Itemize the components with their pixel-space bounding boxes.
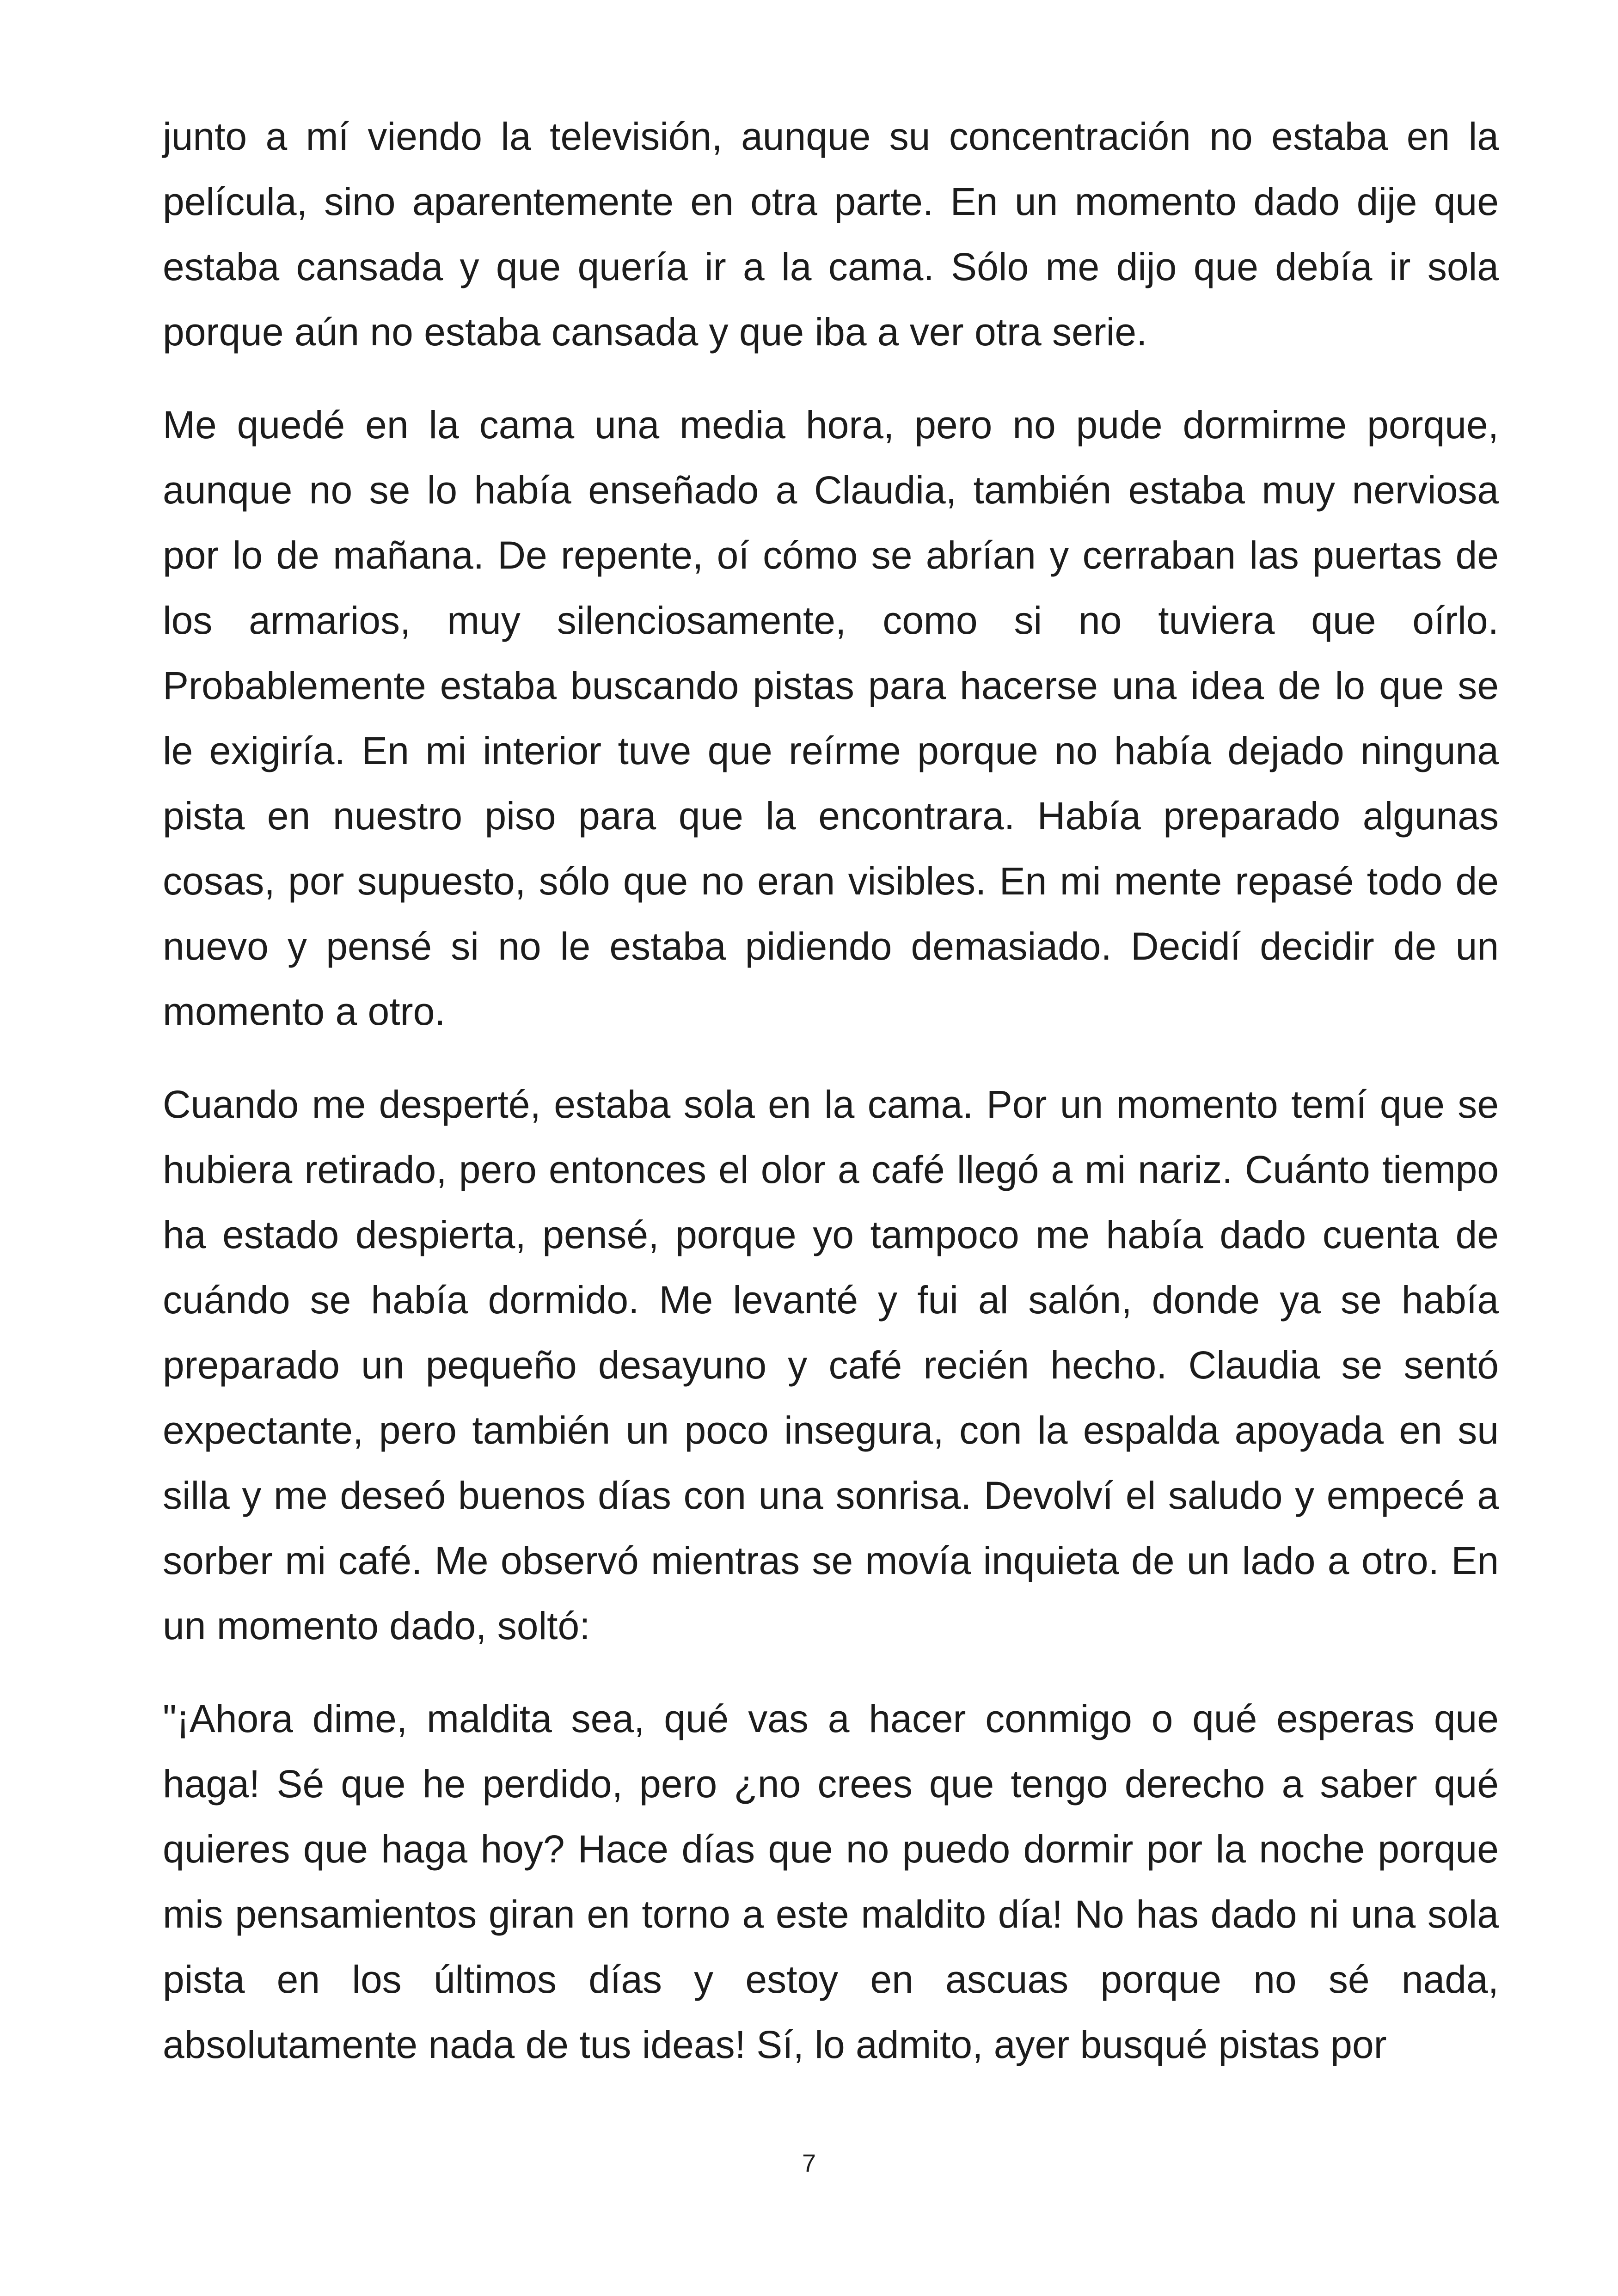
- paragraph-2: Me quedé en la cama una media hora, pero no pude dormirme porque, aunque no se lo había enseñado a Claudia, también estaba muy nerviosa por lo de mañana. De repente, oí cómo se abrían y cerraban las puertas de los armarios, muy silenciosamente, como si no tuviera que oírlo. Probablemente estaba buscando pistas para hacerse una idea de lo que se le exigiría. En mi interior tuve que reírme porque no había dejado ninguna pista en nuestro piso para que la encontrara. Había preparado algunas cosas, por supuesto, sólo que no eran visibles. En mi mente repasé todo de nuevo y pensé si no le estaba pidiendo demasiado. Decidí decidir de un momento a otro.: [163, 403, 1499, 1033]
- paragraph-1: junto a mí viendo la televisión, aunque su concentración no estaba en la película, sino aparentemente en otra parte. En un momento dado dije que estaba cansada y que quería ir a la cama. Sólo me dijo que debía ir sola porque aún no estaba cansada y que iba a ver otra serie.: [163, 115, 1499, 354]
- paragraph-4: "¡Ahora dime, maldita sea, qué vas a hacer conmigo o qué esperas que haga! Sé que he perdido, pero ¿no crees que tengo derecho a saber qué quieres que haga hoy? Hace días que no puedo dormir por la noche porque mis pensamientos giran en torno a este maldito día! No has dado ni una sola pista en los últimos días y estoy en ascuas porque no sé nada, absolutamente nada de tus ideas! Sí, lo admito, ayer busqué pistas por: [163, 1697, 1499, 2066]
- page-number: 7: [802, 2149, 816, 2177]
- body-text: [163, 104, 1499, 2077]
- paragraph-3: Cuando me desperté, estaba sola en la cama. Por un momento temí que se hubiera retirado, pero entonces el olor a café llegó a mi nariz. Cuánto tiempo ha estado despierta, pensé, porque yo tampoco me había dado cuenta de cuándo se había dormido. Me levanté y fui al salón, donde ya se había preparado un pequeño desayuno y café recién hecho. Claudia se sentó expectante, pero también un poco insegura, con la espalda apoyada en su silla y me deseó buenos días con una sonrisa. Devolví el saludo y empecé a sorber mi café. Me observó mientras se movía inquieta de un lado a otro. En un momento dado, soltó:: [163, 1083, 1499, 1647]
